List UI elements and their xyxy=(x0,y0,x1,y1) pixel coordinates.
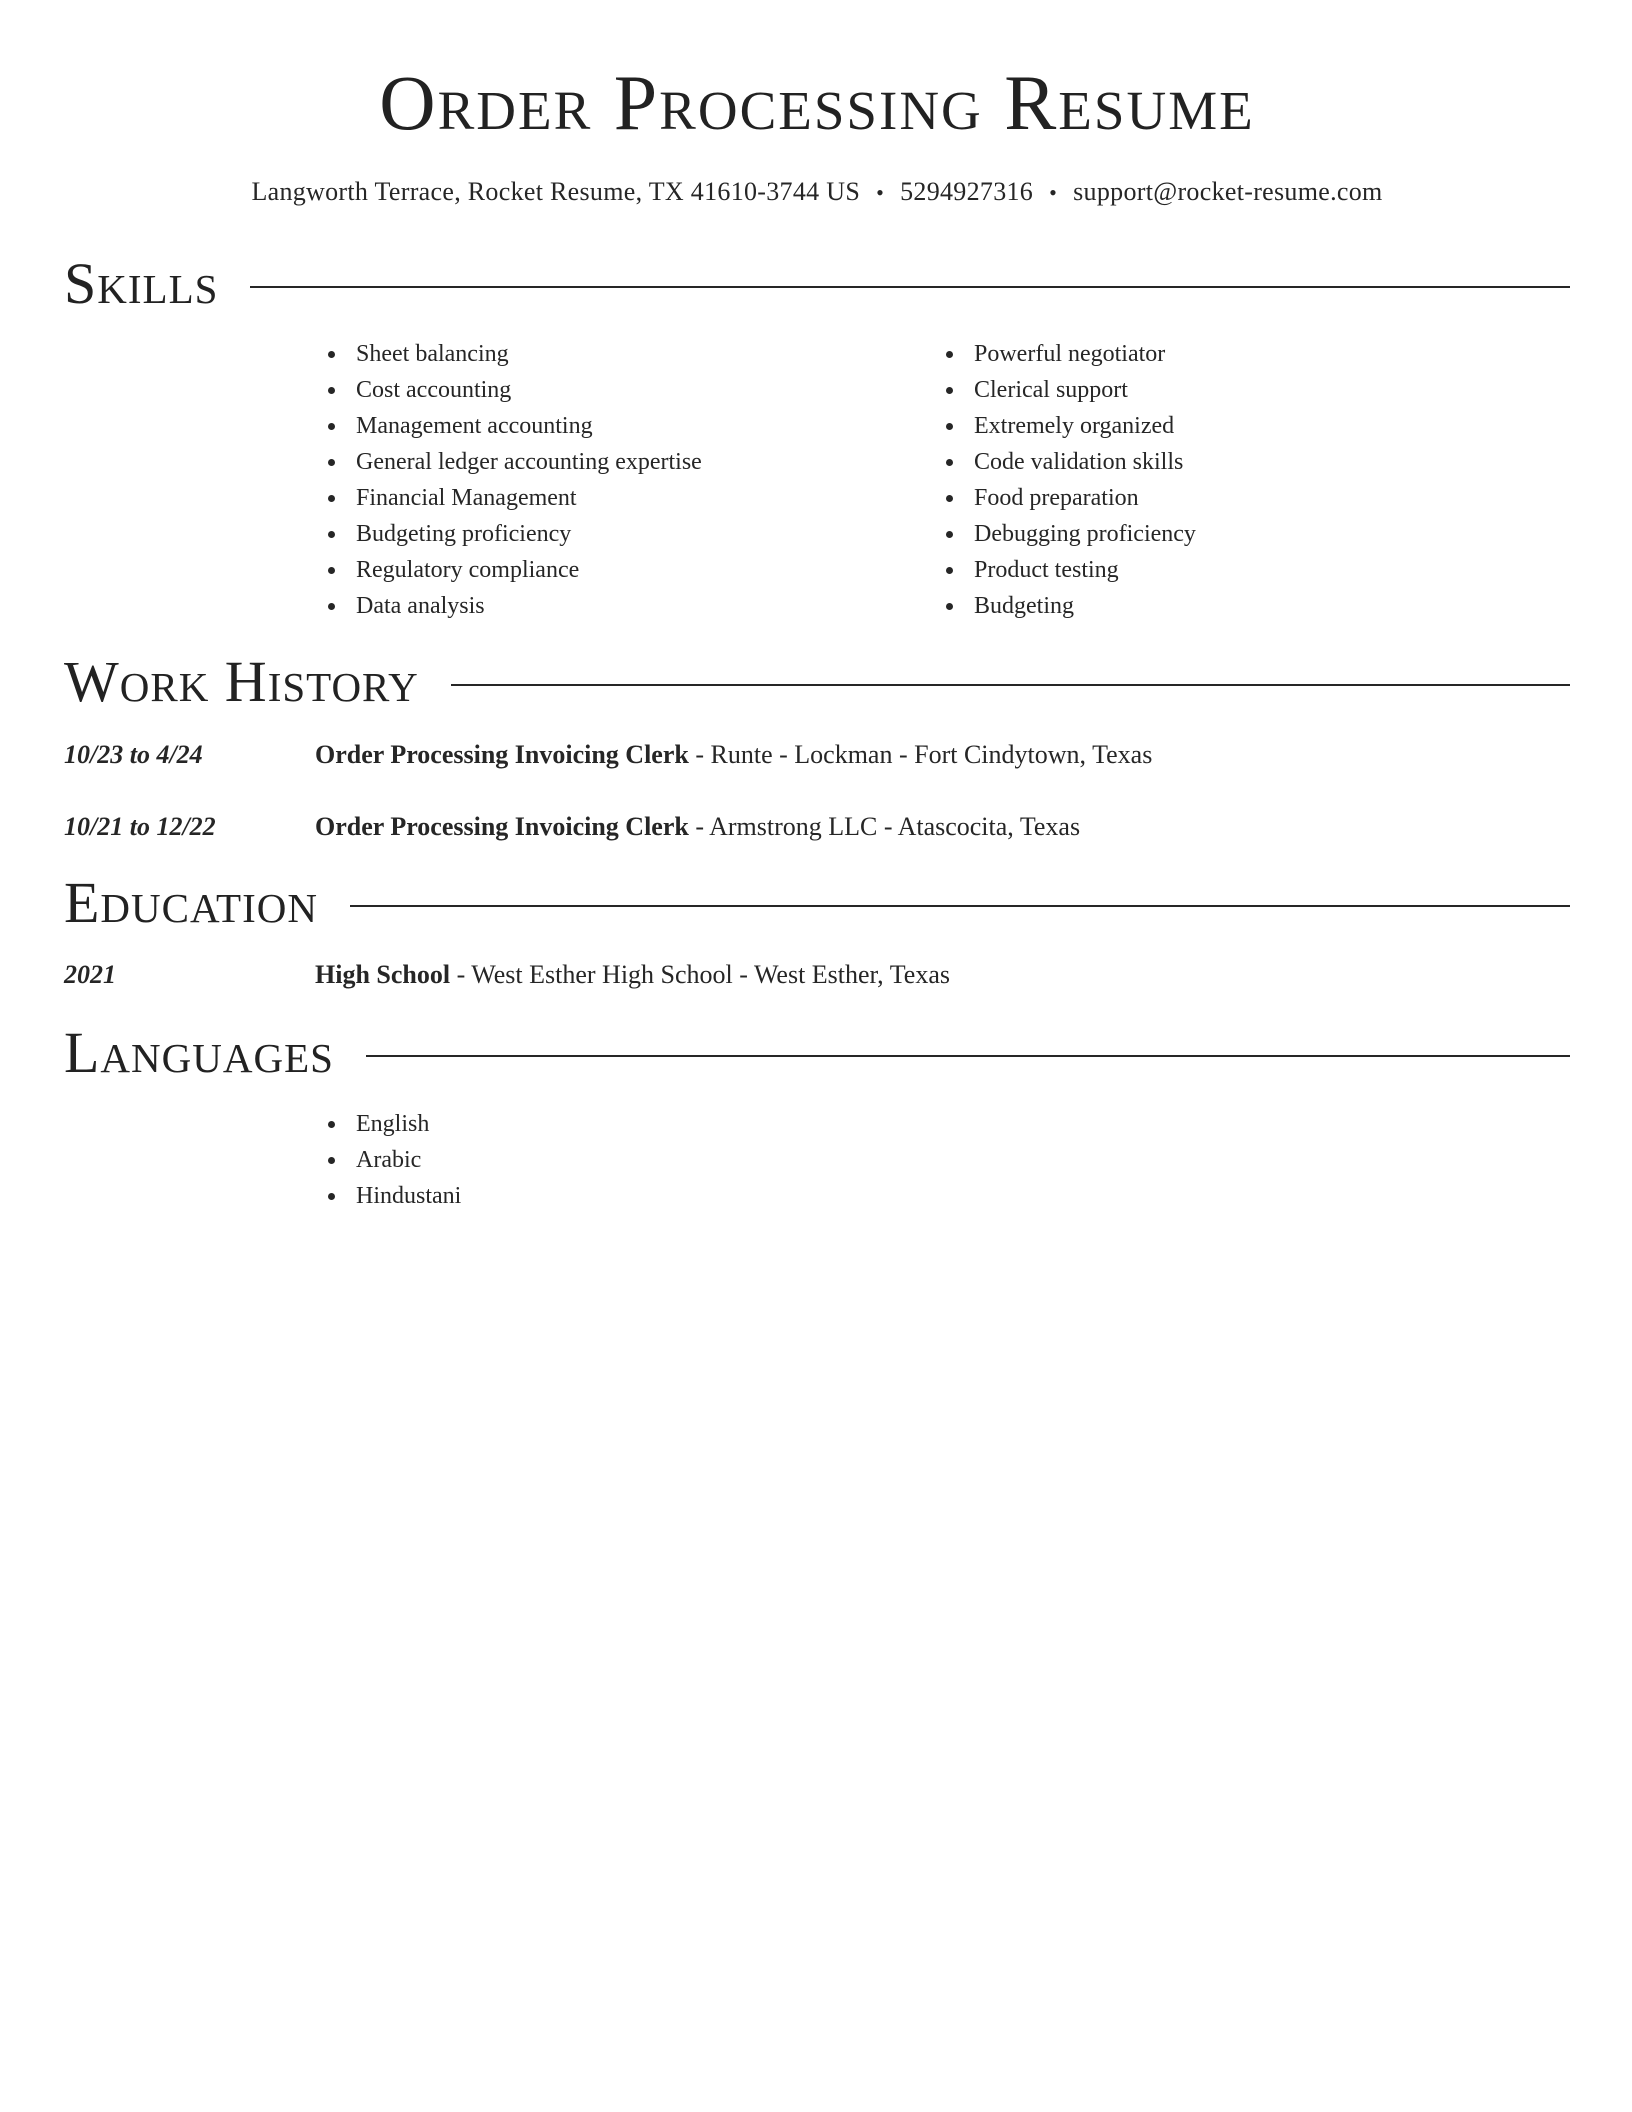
skill-item: Code validation skills xyxy=(944,444,1504,480)
entry-title: Order Processing Invoicing Clerk xyxy=(315,740,689,769)
skill-item: General ledger accounting expertise xyxy=(326,444,886,480)
skill-item: Budgeting xyxy=(944,588,1504,624)
skill-item: Debugging proficiency xyxy=(944,516,1504,552)
contact-line xyxy=(64,176,1570,209)
resume-page xyxy=(64,0,1570,1209)
skills-list-left xyxy=(326,336,886,624)
entry-date: 2021 xyxy=(64,960,116,989)
skills-list-right xyxy=(944,336,1504,624)
work-history-heading: Work History xyxy=(64,649,419,714)
entry-title: High School xyxy=(315,960,451,989)
entry-description xyxy=(315,739,1152,771)
entry-details: - Armstrong LLC - Atascocita, Texas xyxy=(688,812,1081,841)
entry-title: Order Processing Invoicing Clerk xyxy=(315,812,689,841)
skill-item: Powerful negotiator xyxy=(944,336,1504,372)
skill-item: Cost accounting xyxy=(326,372,886,408)
language-item: Hindustani xyxy=(326,1178,886,1214)
contact-separator: • xyxy=(876,180,885,205)
contact-address: Langworth Terrace, Rocket Resume, TX 41610-3744 US xyxy=(251,177,861,206)
language-item: Arabic xyxy=(326,1142,886,1178)
languages-list xyxy=(326,1106,886,1214)
skill-item: Product testing xyxy=(944,552,1504,588)
languages-heading: Languages xyxy=(64,1020,334,1085)
skill-item: Extremely organized xyxy=(944,408,1504,444)
education-section-header xyxy=(64,871,1570,935)
skill-item: Management accounting xyxy=(326,408,886,444)
language-item: English xyxy=(326,1106,886,1142)
skill-item: Sheet balancing xyxy=(326,336,886,372)
languages-section-header xyxy=(64,1021,1570,1085)
section-divider xyxy=(350,905,1570,907)
skills-section-header xyxy=(64,252,1570,316)
section-divider xyxy=(250,286,1570,288)
skill-item: Budgeting proficiency xyxy=(326,516,886,552)
contact-separator: • xyxy=(1049,180,1058,205)
entry-details: - West Esther High School - West Esther, Texas xyxy=(450,960,950,989)
education-heading: Education xyxy=(64,870,318,935)
entry-date: 10/23 to 4/24 xyxy=(64,740,203,769)
entry-description xyxy=(315,959,950,991)
skill-item: Financial Management xyxy=(326,480,886,516)
skill-item: Data analysis xyxy=(326,588,886,624)
entry-date: 10/21 to 12/22 xyxy=(64,812,216,841)
skills-heading: Skills xyxy=(64,251,219,316)
resume-title: Order Processing Resume xyxy=(379,59,1255,146)
entry-description xyxy=(315,811,1080,843)
skill-item: Clerical support xyxy=(944,372,1504,408)
entry-details: - Runte - Lockman - Fort Cindytown, Texas xyxy=(688,740,1153,769)
contact-email[interactable]: support@rocket-resume.com xyxy=(1073,177,1383,206)
work-history-section-header xyxy=(64,650,1570,714)
skill-item: Regulatory compliance xyxy=(326,552,886,588)
section-divider xyxy=(366,1055,1570,1057)
skill-item: Food preparation xyxy=(944,480,1504,516)
contact-phone: 5294927316 xyxy=(900,177,1034,206)
section-divider xyxy=(451,684,1570,686)
